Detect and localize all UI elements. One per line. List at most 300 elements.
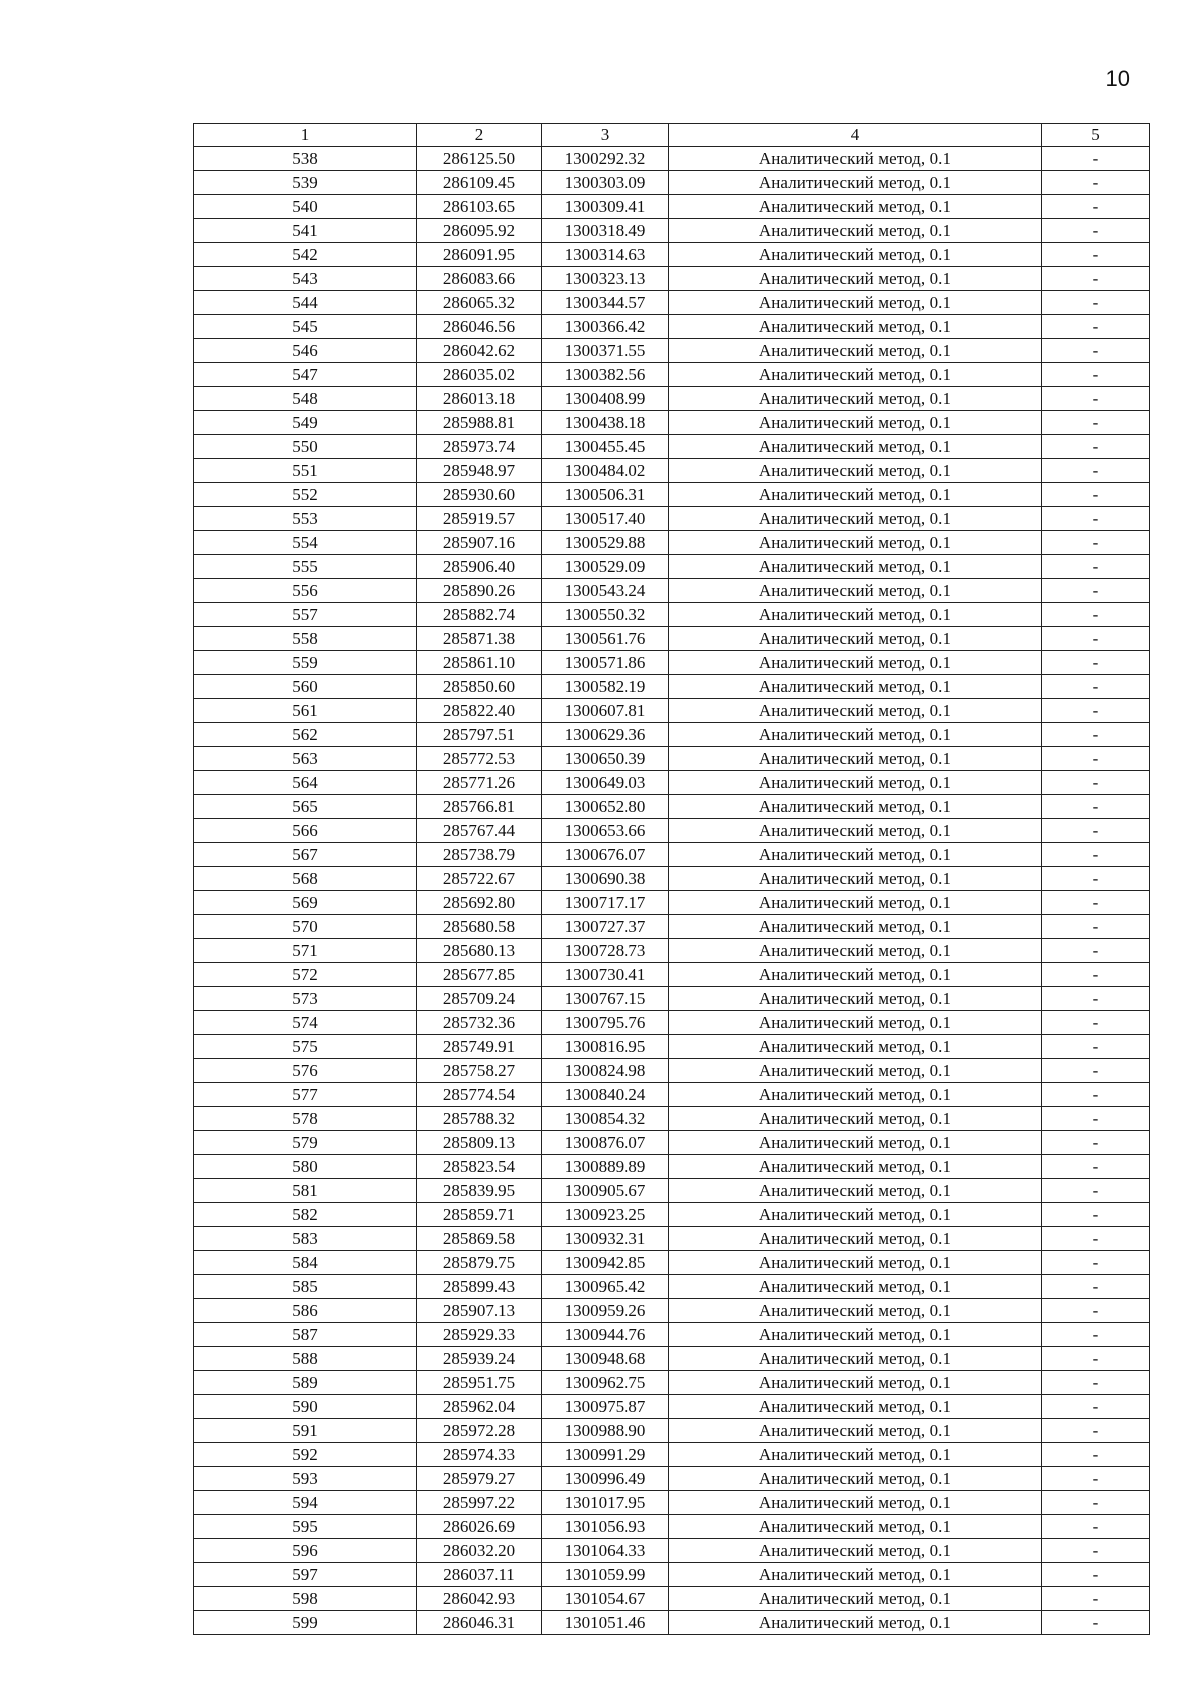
point-number-cell: 545 <box>194 315 417 339</box>
x-coordinate-cell: 286026.69 <box>417 1515 542 1539</box>
x-coordinate-cell: 285948.97 <box>417 459 542 483</box>
point-number-cell: 561 <box>194 699 417 723</box>
method-cell: Аналитический метод, 0.1 <box>669 195 1042 219</box>
note-cell: - <box>1042 627 1150 651</box>
note-cell: - <box>1042 459 1150 483</box>
method-cell: Аналитический метод, 0.1 <box>669 579 1042 603</box>
x-coordinate-cell: 285951.75 <box>417 1371 542 1395</box>
point-number-cell: 564 <box>194 771 417 795</box>
method-cell: Аналитический метод, 0.1 <box>669 1203 1042 1227</box>
note-cell: - <box>1042 195 1150 219</box>
y-coordinate-cell: 1300948.68 <box>542 1347 669 1371</box>
method-cell: Аналитический метод, 0.1 <box>669 939 1042 963</box>
table-row <box>194 411 1150 435</box>
method-cell: Аналитический метод, 0.1 <box>669 771 1042 795</box>
note-cell: - <box>1042 267 1150 291</box>
table-row <box>194 1155 1150 1179</box>
y-coordinate-cell: 1300653.66 <box>542 819 669 843</box>
y-coordinate-cell: 1300824.98 <box>542 1059 669 1083</box>
table-row <box>194 1131 1150 1155</box>
table-row <box>194 579 1150 603</box>
x-coordinate-cell: 285974.33 <box>417 1443 542 1467</box>
note-cell: - <box>1042 699 1150 723</box>
x-coordinate-cell: 285822.40 <box>417 699 542 723</box>
point-number-cell: 562 <box>194 723 417 747</box>
point-number-cell: 560 <box>194 675 417 699</box>
method-cell: Аналитический метод, 0.1 <box>669 219 1042 243</box>
point-number-cell: 599 <box>194 1611 417 1635</box>
table-row <box>194 987 1150 1011</box>
table-row <box>194 147 1150 171</box>
method-cell: Аналитический метод, 0.1 <box>669 411 1042 435</box>
point-number-cell: 547 <box>194 363 417 387</box>
method-cell: Аналитический метод, 0.1 <box>669 531 1042 555</box>
point-number-cell: 587 <box>194 1323 417 1347</box>
y-coordinate-cell: 1300455.45 <box>542 435 669 459</box>
y-coordinate-cell: 1300854.32 <box>542 1107 669 1131</box>
x-coordinate-cell: 285930.60 <box>417 483 542 507</box>
y-coordinate-cell: 1300303.09 <box>542 171 669 195</box>
note-cell: - <box>1042 579 1150 603</box>
table-row <box>194 507 1150 531</box>
x-coordinate-cell: 286046.31 <box>417 1611 542 1635</box>
x-coordinate-cell: 285906.40 <box>417 555 542 579</box>
point-number-cell: 578 <box>194 1107 417 1131</box>
x-coordinate-cell: 285899.43 <box>417 1275 542 1299</box>
method-cell: Аналитический метод, 0.1 <box>669 1059 1042 1083</box>
table-row <box>194 1323 1150 1347</box>
note-cell: - <box>1042 1563 1150 1587</box>
x-coordinate-cell: 286035.02 <box>417 363 542 387</box>
method-cell: Аналитический метод, 0.1 <box>669 1179 1042 1203</box>
x-coordinate-cell: 286095.92 <box>417 219 542 243</box>
x-coordinate-cell: 285919.57 <box>417 507 542 531</box>
x-coordinate-cell: 285772.53 <box>417 747 542 771</box>
x-coordinate-cell: 285962.04 <box>417 1395 542 1419</box>
header-col-2: 2 <box>417 124 542 147</box>
x-coordinate-cell: 285929.33 <box>417 1323 542 1347</box>
y-coordinate-cell: 1300382.56 <box>542 363 669 387</box>
note-cell: - <box>1042 1227 1150 1251</box>
x-coordinate-cell: 285677.85 <box>417 963 542 987</box>
method-cell: Аналитический метод, 0.1 <box>669 1035 1042 1059</box>
method-cell: Аналитический метод, 0.1 <box>669 867 1042 891</box>
method-cell: Аналитический метод, 0.1 <box>669 267 1042 291</box>
x-coordinate-cell: 285973.74 <box>417 435 542 459</box>
point-number-cell: 540 <box>194 195 417 219</box>
point-number-cell: 565 <box>194 795 417 819</box>
y-coordinate-cell: 1300767.15 <box>542 987 669 1011</box>
x-coordinate-cell: 285839.95 <box>417 1179 542 1203</box>
table-row <box>194 387 1150 411</box>
point-number-cell: 546 <box>194 339 417 363</box>
note-cell: - <box>1042 675 1150 699</box>
y-coordinate-cell: 1300607.81 <box>542 699 669 723</box>
point-number-cell: 553 <box>194 507 417 531</box>
method-cell: Аналитический метод, 0.1 <box>669 1011 1042 1035</box>
x-coordinate-cell: 286109.45 <box>417 171 542 195</box>
y-coordinate-cell: 1300816.95 <box>542 1035 669 1059</box>
x-coordinate-cell: 285861.10 <box>417 651 542 675</box>
table-row <box>194 1371 1150 1395</box>
header-col-5: 5 <box>1042 124 1150 147</box>
table-row <box>194 291 1150 315</box>
note-cell: - <box>1042 723 1150 747</box>
method-cell: Аналитический метод, 0.1 <box>669 1419 1042 1443</box>
point-number-cell: 558 <box>194 627 417 651</box>
y-coordinate-cell: 1301056.93 <box>542 1515 669 1539</box>
table-row <box>194 603 1150 627</box>
method-cell: Аналитический метод, 0.1 <box>669 387 1042 411</box>
x-coordinate-cell: 286042.93 <box>417 1587 542 1611</box>
method-cell: Аналитический метод, 0.1 <box>669 555 1042 579</box>
point-number-cell: 548 <box>194 387 417 411</box>
table-row <box>194 651 1150 675</box>
x-coordinate-cell: 285859.71 <box>417 1203 542 1227</box>
note-cell: - <box>1042 435 1150 459</box>
x-coordinate-cell: 286091.95 <box>417 243 542 267</box>
y-coordinate-cell: 1300309.41 <box>542 195 669 219</box>
method-cell: Аналитический метод, 0.1 <box>669 723 1042 747</box>
point-number-cell: 571 <box>194 939 417 963</box>
note-cell: - <box>1042 1515 1150 1539</box>
header-col-1: 1 <box>194 124 417 147</box>
point-number-cell: 549 <box>194 411 417 435</box>
point-number-cell: 551 <box>194 459 417 483</box>
note-cell: - <box>1042 315 1150 339</box>
method-cell: Аналитический метод, 0.1 <box>669 147 1042 171</box>
y-coordinate-cell: 1300965.42 <box>542 1275 669 1299</box>
y-coordinate-cell: 1300529.88 <box>542 531 669 555</box>
x-coordinate-cell: 285939.24 <box>417 1347 542 1371</box>
note-cell: - <box>1042 1035 1150 1059</box>
table-row <box>194 339 1150 363</box>
y-coordinate-cell: 1300582.19 <box>542 675 669 699</box>
method-cell: Аналитический метод, 0.1 <box>669 651 1042 675</box>
x-coordinate-cell: 285797.51 <box>417 723 542 747</box>
y-coordinate-cell: 1300962.75 <box>542 1371 669 1395</box>
note-cell: - <box>1042 1419 1150 1443</box>
note-cell: - <box>1042 363 1150 387</box>
y-coordinate-cell: 1300314.63 <box>542 243 669 267</box>
y-coordinate-cell: 1301059.99 <box>542 1563 669 1587</box>
point-number-cell: 583 <box>194 1227 417 1251</box>
table-row <box>194 267 1150 291</box>
x-coordinate-cell: 285680.13 <box>417 939 542 963</box>
table-row <box>194 531 1150 555</box>
x-coordinate-cell: 285869.58 <box>417 1227 542 1251</box>
y-coordinate-cell: 1300676.07 <box>542 843 669 867</box>
table-row <box>194 843 1150 867</box>
y-coordinate-cell: 1300905.67 <box>542 1179 669 1203</box>
method-cell: Аналитический метод, 0.1 <box>669 483 1042 507</box>
note-cell: - <box>1042 1395 1150 1419</box>
y-coordinate-cell: 1300730.41 <box>542 963 669 987</box>
note-cell: - <box>1042 219 1150 243</box>
table-row <box>194 723 1150 747</box>
note-cell: - <box>1042 1443 1150 1467</box>
note-cell: - <box>1042 1611 1150 1635</box>
point-number-cell: 543 <box>194 267 417 291</box>
note-cell: - <box>1042 939 1150 963</box>
point-number-cell: 550 <box>194 435 417 459</box>
y-coordinate-cell: 1300506.31 <box>542 483 669 507</box>
method-cell: Аналитический метод, 0.1 <box>669 291 1042 315</box>
method-cell: Аналитический метод, 0.1 <box>669 963 1042 987</box>
note-cell: - <box>1042 1251 1150 1275</box>
table-row <box>194 891 1150 915</box>
table-row <box>194 1035 1150 1059</box>
y-coordinate-cell: 1300728.73 <box>542 939 669 963</box>
note-cell: - <box>1042 411 1150 435</box>
y-coordinate-cell: 1301054.67 <box>542 1587 669 1611</box>
table-row <box>194 699 1150 723</box>
note-cell: - <box>1042 1347 1150 1371</box>
note-cell: - <box>1042 171 1150 195</box>
method-cell: Аналитический метод, 0.1 <box>669 459 1042 483</box>
note-cell: - <box>1042 147 1150 171</box>
method-cell: Аналитический метод, 0.1 <box>669 1587 1042 1611</box>
x-coordinate-cell: 286037.11 <box>417 1563 542 1587</box>
note-cell: - <box>1042 603 1150 627</box>
note-cell: - <box>1042 1323 1150 1347</box>
method-cell: Аналитический метод, 0.1 <box>669 699 1042 723</box>
x-coordinate-cell: 286046.56 <box>417 315 542 339</box>
x-coordinate-cell: 285766.81 <box>417 795 542 819</box>
table-header-row <box>194 124 1150 147</box>
y-coordinate-cell: 1300717.17 <box>542 891 669 915</box>
table-row <box>194 819 1150 843</box>
note-cell: - <box>1042 1275 1150 1299</box>
table-row <box>194 363 1150 387</box>
y-coordinate-cell: 1300727.37 <box>542 915 669 939</box>
point-number-cell: 577 <box>194 1083 417 1107</box>
method-cell: Аналитический метод, 0.1 <box>669 891 1042 915</box>
method-cell: Аналитический метод, 0.1 <box>669 339 1042 363</box>
table-row <box>194 1515 1150 1539</box>
table-row <box>194 1443 1150 1467</box>
y-coordinate-cell: 1300650.39 <box>542 747 669 771</box>
method-cell: Аналитический метод, 0.1 <box>669 1347 1042 1371</box>
point-number-cell: 542 <box>194 243 417 267</box>
point-number-cell: 584 <box>194 1251 417 1275</box>
y-coordinate-cell: 1300292.32 <box>542 147 669 171</box>
x-coordinate-cell: 286065.32 <box>417 291 542 315</box>
point-number-cell: 579 <box>194 1131 417 1155</box>
point-number-cell: 580 <box>194 1155 417 1179</box>
y-coordinate-cell: 1300932.31 <box>542 1227 669 1251</box>
table-row <box>194 459 1150 483</box>
y-coordinate-cell: 1300959.26 <box>542 1299 669 1323</box>
x-coordinate-cell: 285738.79 <box>417 843 542 867</box>
x-coordinate-cell: 286032.20 <box>417 1539 542 1563</box>
x-coordinate-cell: 285907.13 <box>417 1299 542 1323</box>
table-row <box>194 1299 1150 1323</box>
table-row <box>194 939 1150 963</box>
point-number-cell: 563 <box>194 747 417 771</box>
point-number-cell: 588 <box>194 1347 417 1371</box>
method-cell: Аналитический метод, 0.1 <box>669 1491 1042 1515</box>
method-cell: Аналитический метод, 0.1 <box>669 435 1042 459</box>
method-cell: Аналитический метод, 0.1 <box>669 819 1042 843</box>
point-number-cell: 581 <box>194 1179 417 1203</box>
point-number-cell: 554 <box>194 531 417 555</box>
table-row <box>194 795 1150 819</box>
point-number-cell: 573 <box>194 987 417 1011</box>
x-coordinate-cell: 285882.74 <box>417 603 542 627</box>
y-coordinate-cell: 1300975.87 <box>542 1395 669 1419</box>
y-coordinate-cell: 1300690.38 <box>542 867 669 891</box>
table-row <box>194 1419 1150 1443</box>
note-cell: - <box>1042 1491 1150 1515</box>
x-coordinate-cell: 285758.27 <box>417 1059 542 1083</box>
note-cell: - <box>1042 819 1150 843</box>
table-row <box>194 1587 1150 1611</box>
point-number-cell: 585 <box>194 1275 417 1299</box>
method-cell: Аналитический метод, 0.1 <box>669 1395 1042 1419</box>
table-row <box>194 243 1150 267</box>
x-coordinate-cell: 285680.58 <box>417 915 542 939</box>
y-coordinate-cell: 1300629.36 <box>542 723 669 747</box>
page-number: 10 <box>1105 66 1130 91</box>
note-cell: - <box>1042 651 1150 675</box>
table-row <box>194 915 1150 939</box>
note-cell: - <box>1042 987 1150 1011</box>
y-coordinate-cell: 1300318.49 <box>542 219 669 243</box>
method-cell: Аналитический метод, 0.1 <box>669 1539 1042 1563</box>
method-cell: Аналитический метод, 0.1 <box>669 1467 1042 1491</box>
y-coordinate-cell: 1300484.02 <box>542 459 669 483</box>
y-coordinate-cell: 1300649.03 <box>542 771 669 795</box>
note-cell: - <box>1042 243 1150 267</box>
method-cell: Аналитический метод, 0.1 <box>669 1371 1042 1395</box>
note-cell: - <box>1042 963 1150 987</box>
point-number-cell: 555 <box>194 555 417 579</box>
y-coordinate-cell: 1300529.09 <box>542 555 669 579</box>
table-row <box>194 963 1150 987</box>
note-cell: - <box>1042 1107 1150 1131</box>
point-number-cell: 539 <box>194 171 417 195</box>
table-row <box>194 555 1150 579</box>
point-number-cell: 576 <box>194 1059 417 1083</box>
method-cell: Аналитический метод, 0.1 <box>669 243 1042 267</box>
note-cell: - <box>1042 771 1150 795</box>
y-coordinate-cell: 1300561.76 <box>542 627 669 651</box>
point-number-cell: 598 <box>194 1587 417 1611</box>
x-coordinate-cell: 285972.28 <box>417 1419 542 1443</box>
y-coordinate-cell: 1301051.46 <box>542 1611 669 1635</box>
y-coordinate-cell: 1300988.90 <box>542 1419 669 1443</box>
x-coordinate-cell: 285979.27 <box>417 1467 542 1491</box>
y-coordinate-cell: 1300323.13 <box>542 267 669 291</box>
point-number-cell: 593 <box>194 1467 417 1491</box>
table-row <box>194 1539 1150 1563</box>
method-cell: Аналитический метод, 0.1 <box>669 1251 1042 1275</box>
y-coordinate-cell: 1300876.07 <box>542 1131 669 1155</box>
y-coordinate-cell: 1300889.89 <box>542 1155 669 1179</box>
x-coordinate-cell: 285823.54 <box>417 1155 542 1179</box>
x-coordinate-cell: 286083.66 <box>417 267 542 291</box>
note-cell: - <box>1042 1371 1150 1395</box>
table-row <box>194 1611 1150 1635</box>
table-row <box>194 1203 1150 1227</box>
point-number-cell: 567 <box>194 843 417 867</box>
method-cell: Аналитический метод, 0.1 <box>669 1323 1042 1347</box>
y-coordinate-cell: 1300944.76 <box>542 1323 669 1347</box>
coordinates-table <box>193 123 1150 1635</box>
point-number-cell: 552 <box>194 483 417 507</box>
note-cell: - <box>1042 867 1150 891</box>
method-cell: Аналитический метод, 0.1 <box>669 915 1042 939</box>
point-number-cell: 572 <box>194 963 417 987</box>
table-row <box>194 675 1150 699</box>
note-cell: - <box>1042 747 1150 771</box>
x-coordinate-cell: 285997.22 <box>417 1491 542 1515</box>
x-coordinate-cell: 285732.36 <box>417 1011 542 1035</box>
y-coordinate-cell: 1301017.95 <box>542 1491 669 1515</box>
point-number-cell: 597 <box>194 1563 417 1587</box>
note-cell: - <box>1042 843 1150 867</box>
x-coordinate-cell: 285722.67 <box>417 867 542 891</box>
y-coordinate-cell: 1300840.24 <box>542 1083 669 1107</box>
method-cell: Аналитический метод, 0.1 <box>669 1563 1042 1587</box>
point-number-cell: 557 <box>194 603 417 627</box>
point-number-cell: 596 <box>194 1539 417 1563</box>
note-cell: - <box>1042 1467 1150 1491</box>
method-cell: Аналитический метод, 0.1 <box>669 627 1042 651</box>
point-number-cell: 569 <box>194 891 417 915</box>
note-cell: - <box>1042 483 1150 507</box>
y-coordinate-cell: 1300996.49 <box>542 1467 669 1491</box>
method-cell: Аналитический метод, 0.1 <box>669 1083 1042 1107</box>
method-cell: Аналитический метод, 0.1 <box>669 1155 1042 1179</box>
method-cell: Аналитический метод, 0.1 <box>669 507 1042 531</box>
note-cell: - <box>1042 1131 1150 1155</box>
table-row <box>194 867 1150 891</box>
x-coordinate-cell: 286103.65 <box>417 195 542 219</box>
method-cell: Аналитический метод, 0.1 <box>669 363 1042 387</box>
note-cell: - <box>1042 507 1150 531</box>
x-coordinate-cell: 285692.80 <box>417 891 542 915</box>
note-cell: - <box>1042 339 1150 363</box>
table-row <box>194 1251 1150 1275</box>
point-number-cell: 570 <box>194 915 417 939</box>
y-coordinate-cell: 1300550.32 <box>542 603 669 627</box>
x-coordinate-cell: 286013.18 <box>417 387 542 411</box>
x-coordinate-cell: 285767.44 <box>417 819 542 843</box>
y-coordinate-cell: 1300371.55 <box>542 339 669 363</box>
note-cell: - <box>1042 555 1150 579</box>
table-row <box>194 771 1150 795</box>
y-coordinate-cell: 1300991.29 <box>542 1443 669 1467</box>
method-cell: Аналитический метод, 0.1 <box>669 1299 1042 1323</box>
point-number-cell: 592 <box>194 1443 417 1467</box>
note-cell: - <box>1042 531 1150 555</box>
table-body <box>194 147 1150 1635</box>
method-cell: Аналитический метод, 0.1 <box>669 843 1042 867</box>
method-cell: Аналитический метод, 0.1 <box>669 1107 1042 1131</box>
point-number-cell: 586 <box>194 1299 417 1323</box>
table-row <box>194 315 1150 339</box>
method-cell: Аналитический метод, 0.1 <box>669 171 1042 195</box>
method-cell: Аналитический метод, 0.1 <box>669 1443 1042 1467</box>
x-coordinate-cell: 285788.32 <box>417 1107 542 1131</box>
x-coordinate-cell: 285850.60 <box>417 675 542 699</box>
table-row <box>194 1227 1150 1251</box>
point-number-cell: 575 <box>194 1035 417 1059</box>
point-number-cell: 566 <box>194 819 417 843</box>
note-cell: - <box>1042 1179 1150 1203</box>
